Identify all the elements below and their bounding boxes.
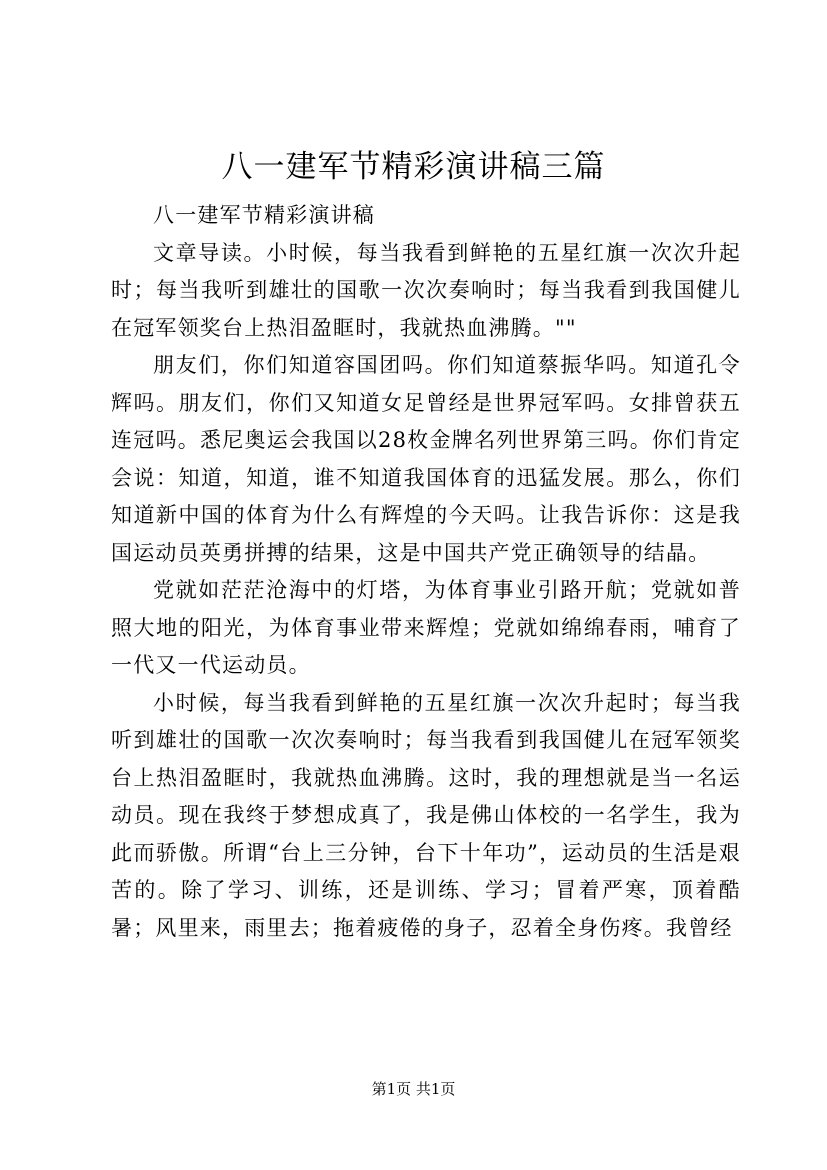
paragraph-subtitle: 八一建军节精彩演讲稿 xyxy=(153,203,375,227)
paragraph-friends: 朋友们，你们知道容国团吗。你们知道蔡振华吗。知道孔令辉吗。朋友们，你们又知道女足曾经是世界冠军吗。女排曾获五连冠吗。悉尼奥运会我国以28枚金牌名列世界第三吗。你们肯定会说：知道，知道，谁不知道我国体育的迅猛发展。那么，你们知道新中国的体育为什么有辉煌的今天吗。让我告诉你：这是我国运动员英勇拼搏的结果，这是中国共产党正确领导的结晶。 xyxy=(111,353,741,565)
paragraph-party: 党就如茫茫沧海中的灯塔，为体育事业引路开航；党就如普照大地的阳光，为体育事业带来辉煌；党就如绵绵春雨，哺育了一代又一代运动员。 xyxy=(111,578,741,677)
document-body xyxy=(111,197,741,947)
paragraph-intro: 文章导读。小时候，每当我看到鲜艳的五星红旗一次次升起时；每当我听到雄壮的国歌一次次奏响时；每当我看到我国健儿在冠军领奖台上热泪盈眶时，我就热血沸腾。"" xyxy=(111,240,741,340)
paragraph-childhood: 小时候，每当我看到鲜艳的五星红旗一次次升起时；每当我听到雄壮的国歌一次次奏响时；每当我看到我国健儿在冠军领奖台上热泪盈眶时，我就热血沸腾。这时，我的理想就是当一名运动员。现在我终于梦想成真了，我是佛山体校的一名学生，我为此而骄傲。所谓“台上三分钟，台下十年功”，运动员的生活是艰苦的。除了学习、训练，还是训练、学习；冒着严寒，顶着酷暑；风里来，雨里去；拖着疲倦的身子，忍着全身伤疼。我曾经 xyxy=(111,690,741,940)
page-footer: 第1页 共1页 xyxy=(371,1080,456,1098)
document-title: 八一建军节精彩演讲稿三篇 xyxy=(221,149,606,185)
